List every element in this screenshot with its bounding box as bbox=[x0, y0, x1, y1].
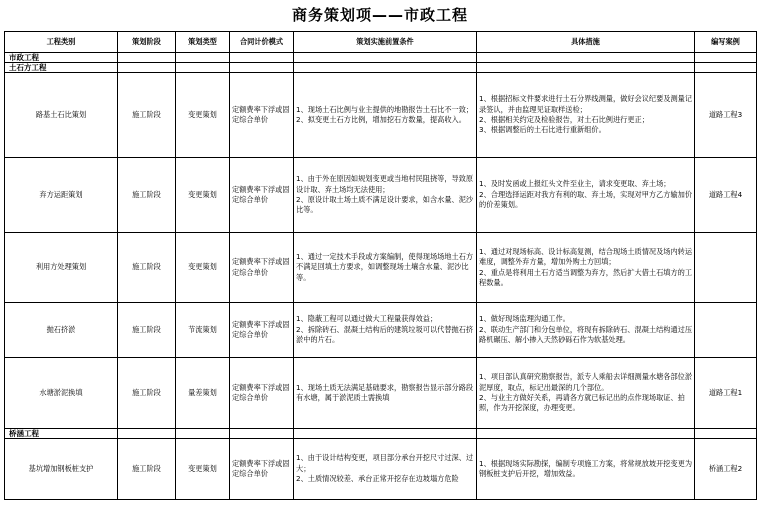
cell-condition: 1、现场土质无法满足基础要求，勘察报告显示部分路段有水塘，属于淤泥质土需换填 bbox=[294, 358, 477, 429]
cell-type: 变更策划 bbox=[176, 158, 230, 233]
cell-stage: 施工阶段 bbox=[118, 233, 176, 303]
header-condition: 策划实施前置条件 bbox=[294, 32, 477, 53]
cell-pricing: 定额费率下浮或固定综合单价 bbox=[230, 73, 294, 158]
cell-pricing: 定额费率下浮或固定综合单价 bbox=[230, 233, 294, 303]
cell-category: 弃方运距策划 bbox=[5, 158, 118, 233]
cell-measures: 1、项目部认真研究勘察报告，派专人乘船去详细测量水塘各部位淤泥厚度，取点，标记出最深的几个部位。 2、与业主方做好关系，再请各方就已标记出的点作现场取证、拍照，作为开挖深度，办理变更。 bbox=[477, 358, 695, 429]
cell-stage: 施工阶段 bbox=[118, 358, 176, 429]
header-stage: 策划阶段 bbox=[118, 32, 176, 53]
cell-type: 变更策划 bbox=[176, 439, 230, 500]
cell-case: 桥涵工程2 bbox=[695, 439, 757, 500]
header-case: 编写案例 bbox=[695, 32, 757, 53]
header-category: 工程类别 bbox=[5, 32, 118, 53]
cell-category: 水塘淤泥换填 bbox=[5, 358, 118, 429]
table-row bbox=[5, 73, 757, 158]
table-row bbox=[5, 439, 757, 500]
cell-case: 道路工程3 bbox=[695, 73, 757, 158]
cell-case: 道路工程1 bbox=[695, 358, 757, 429]
cell-category: 利用方处理策划 bbox=[5, 233, 118, 303]
cell-condition: 1、现场土石比例与业主提供的地勘报告土石比不一致； 2、拟变更土石方比例，增加挖石方数量，提高收入。 bbox=[294, 73, 477, 158]
table-row bbox=[5, 358, 757, 429]
cell-case bbox=[695, 233, 757, 303]
header-pricing: 合同计价模式 bbox=[230, 32, 294, 53]
cell-type: 量差策划 bbox=[176, 358, 230, 429]
cell-pricing: 定额费率下浮或固定综合单价 bbox=[230, 303, 294, 358]
cell-pricing: 定额费率下浮或固定综合单价 bbox=[230, 439, 294, 500]
cell-condition: 1、通过一定技术手段或方案编制，使得现场场地土石方不满足回填土方要求，如调整现场土壤含水量、泥沙比等。 bbox=[294, 233, 477, 303]
subsection-row-earthwork bbox=[5, 63, 757, 73]
subsection-row-bridge bbox=[5, 429, 757, 439]
cell-condition: 1、由于设计结构变更，项目部分承台开挖尺寸过深、过大； 2、土质情况较差、承台正常开挖存在边坡塌方危险 bbox=[294, 439, 477, 500]
header-measures: 具体措施 bbox=[477, 32, 695, 53]
header-type: 策划类型 bbox=[176, 32, 230, 53]
cell-category: 抛石挤淤 bbox=[5, 303, 118, 358]
subsection-label: 桥涵工程 bbox=[5, 429, 118, 439]
cell-measures: 1、及时发函或上报红头文件至业主，请求变更取、弃土场； 2、合理选择运距对我方有利的取、弃土场，实现对甲方乙方输加价的价差策划。 bbox=[477, 158, 695, 233]
table-row bbox=[5, 158, 757, 233]
table-row bbox=[5, 303, 757, 358]
cell-stage: 施工阶段 bbox=[118, 158, 176, 233]
cell-pricing: 定额费率下浮或固定综合单价 bbox=[230, 358, 294, 429]
cell-measures: 1、做好现场监理沟通工作。 2、联动生产部门和分包单位，将现有拆除砖石、混凝土结构通过压路机碾压、解小掺入天然砂砾石作为软基处理。 bbox=[477, 303, 695, 358]
cell-measures: 1、根据招标文件要求进行土石分界线测量，做好会议纪要及测量记录签认，并由监理见证取样送检； 2、根据相关约定及检验报告，对土石比例进行更正； 3、根据调整后的土石比进行重新组价。 bbox=[477, 73, 695, 158]
header-row bbox=[5, 32, 757, 53]
cell-pricing: 定额费率下浮或固定综合单价 bbox=[230, 158, 294, 233]
cell-measures: 1、通过对现场标高、设计标高复测，结合现场土质情况及场内转运难度，调整外弃方量，增加外购土方回填； 2、重点是将利用土石方适当调整为弃方，然后扩大借土石填方的工程数量。 bbox=[477, 233, 695, 303]
cell-condition: 1、由于外在原因如规划变更或当地村民阻挠等，导致原设计取、弃土场均无法使用； 2、原设计取土场土质不满足设计要求，如含水量、泥沙比等。 bbox=[294, 158, 477, 233]
cell-stage: 施工阶段 bbox=[118, 439, 176, 500]
subsection-label: 土石方工程 bbox=[5, 63, 118, 73]
page-title: 商务策划项——市政工程 bbox=[291, 6, 468, 24]
cell-type: 节流策划 bbox=[176, 303, 230, 358]
cell-category: 路基土石比策划 bbox=[5, 73, 118, 158]
cell-condition: 1、隐蔽工程可以通过做大工程量获得效益； 2、拆除砖石、混凝土结构后的建筑垃圾可以代替抛石挤淤中的片石。 bbox=[294, 303, 477, 358]
cell-type: 变更策划 bbox=[176, 233, 230, 303]
section-label: 市政工程 bbox=[5, 53, 118, 63]
cell-category: 基坑增加钢板桩支护 bbox=[5, 439, 118, 500]
cell-stage: 施工阶段 bbox=[118, 303, 176, 358]
cell-stage: 施工阶段 bbox=[118, 73, 176, 158]
cell-case bbox=[695, 303, 757, 358]
cell-measures: 1、根据现场实际勘探，编制专项施工方案，将常规放坡开挖变更为钢板桩支护后开挖，增加效益。 bbox=[477, 439, 695, 500]
strategy-table bbox=[4, 31, 757, 500]
table-row bbox=[5, 233, 757, 303]
section-row-main bbox=[5, 53, 757, 63]
cell-case: 道路工程4 bbox=[695, 158, 757, 233]
cell-type: 变更策划 bbox=[176, 73, 230, 158]
